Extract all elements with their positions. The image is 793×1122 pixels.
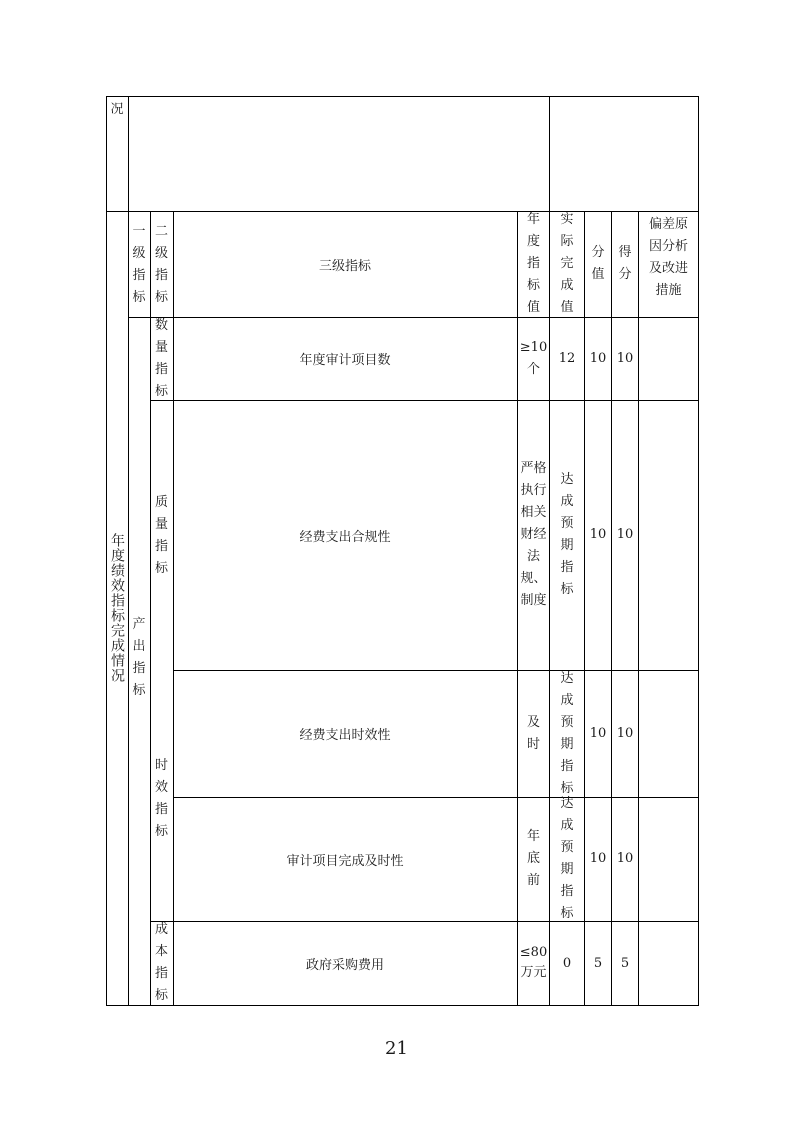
row-target: ≥10个 — [519, 339, 548, 377]
row-score: 10 — [589, 350, 607, 366]
header-level1: 一级指标 — [132, 224, 146, 305]
row-deviation — [639, 400, 698, 670]
header-annual-target: 年度指标值 — [526, 212, 540, 315]
row-score: 5 — [593, 955, 603, 971]
row-target: ≤80万元 — [519, 945, 548, 980]
row-deviation — [639, 670, 698, 797]
row-earned: 10 — [616, 350, 634, 366]
header-level3: 三级指标 — [318, 258, 371, 274]
row-name: 年度审计项目数 — [299, 353, 391, 368]
row-deviation — [639, 797, 698, 921]
group-quality: 质量指标 — [154, 495, 168, 576]
row-deviation — [639, 317, 698, 400]
row-actual: 12 — [558, 351, 576, 366]
header-actual: 实际完成值 — [560, 212, 574, 315]
header-deviation: 偏差原因分析及改进措施 — [649, 217, 689, 298]
row-earned: 5 — [620, 955, 630, 971]
row-earned: 10 — [616, 725, 634, 741]
row-actual: 达成预期指标 — [560, 472, 574, 597]
row-score: 10 — [589, 527, 607, 542]
row-name: 经费支出合规性 — [299, 529, 391, 545]
top-fragment-label: 况 — [110, 102, 124, 117]
header-earned: 得分 — [618, 245, 632, 282]
group-timeliness: 时效指标 — [154, 758, 168, 839]
page-number: 21 — [385, 1038, 408, 1059]
row-actual: 达成预期指标 — [560, 670, 574, 796]
row-earned: 10 — [616, 527, 634, 542]
group-quantity: 数量指标 — [154, 317, 168, 399]
row-score: 10 — [589, 725, 607, 741]
row-earned: 10 — [616, 851, 634, 866]
header-score: 分值 — [591, 245, 605, 282]
group-cost: 成本指标 — [154, 922, 168, 1003]
row-name: 审计项目完成及时性 — [286, 853, 404, 869]
row-target: 严格执行相关财经法规、制度 — [520, 461, 547, 608]
level1-name: 产出指标 — [132, 617, 146, 698]
row-deviation — [639, 921, 698, 1005]
header-level2: 二级指标 — [154, 224, 168, 305]
row-name: 经费支出时效性 — [299, 728, 391, 743]
row-actual: 达成预期指标 — [560, 796, 574, 921]
row-actual: 0 — [562, 955, 572, 971]
section-title: 年度绩效指标完成情况 — [109, 533, 125, 683]
row-name: 政府采购费用 — [305, 957, 384, 973]
row-score: 10 — [589, 851, 607, 866]
row-target: 年底前 — [526, 829, 540, 888]
row-target: 及时 — [526, 714, 540, 752]
